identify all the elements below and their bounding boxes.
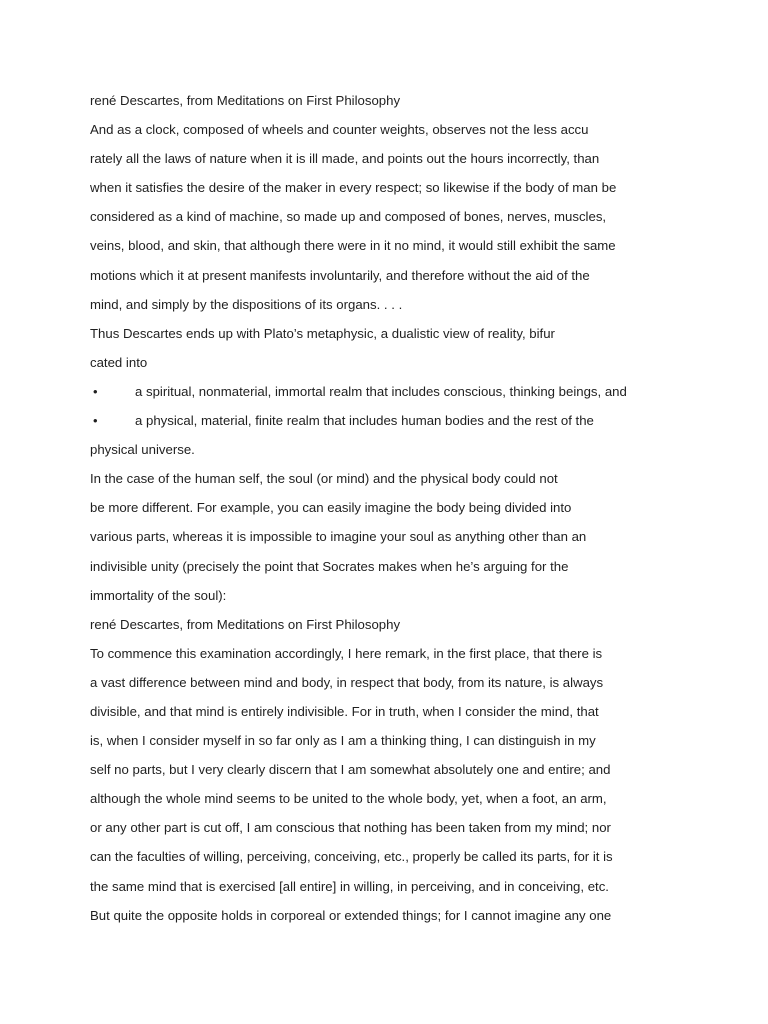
- text-line: the same mind that is exercised [all entire] in willing, in perceiving, and in conceiving, etc.: [90, 878, 609, 894]
- text-line: rately all the laws of nature when it is ill made, and points out the hours incorrectly, than: [90, 151, 600, 167]
- text-line: when it satisfies the desire of the maker in every respect; so likewise if the body of man be: [90, 180, 617, 196]
- source-heading: rené Descartes, from Meditations on First Philosophy: [90, 93, 401, 108]
- text-line: In the case of the human self, the soul (or mind) and the physical body could not: [90, 471, 558, 487]
- text-line: self no parts, but I very clearly discern that I am somewhat absolutely one and entire; and: [90, 762, 611, 778]
- bullet-text: a spiritual, nonmaterial, immortal realm that includes conscious, thinking beings, and: [135, 383, 627, 399]
- text-line: Thus Descartes ends up with Plato’s metaphysic, a dualistic view of reality, bifur: [90, 325, 555, 341]
- text-line: But quite the opposite holds in corporeal or extended things; for I cannot imagine any one: [90, 907, 612, 923]
- text-line: immortality of the soul):: [90, 587, 227, 603]
- bullet-marker: •: [93, 413, 98, 429]
- text-line: although the whole mind seems to be united to the whole body, yet, when a foot, an arm,: [90, 791, 607, 807]
- text-line: divisible, and that mind is entirely indivisible. For in truth, when I consider the mind, that: [90, 703, 599, 719]
- text-line: considered as a kind of machine, so made up and composed of bones, nerves, muscles,: [90, 209, 607, 225]
- text-line: is, when I consider myself in so far only as I am a thinking thing, I can distinguish in my: [90, 733, 596, 749]
- text-line: mind, and simply by the dispositions of its organs. . . .: [90, 296, 403, 312]
- text-line: be more different. For example, you can easily imagine the body being divided into: [90, 500, 572, 516]
- text-line: motions which it at present manifests involuntarily, and therefore without the aid of the: [90, 267, 590, 283]
- text-line: or any other part is cut off, I am conscious that nothing has been taken from my mind; nor: [90, 820, 611, 836]
- text-line: indivisible unity (precisely the point that Socrates makes when he’s arguing for the: [90, 558, 569, 574]
- text-line: To commence this examination accordingly, I here remark, in the first place, that there is: [90, 645, 603, 661]
- text-line: can the faculties of willing, perceiving, conceiving, etc., properly be called its parts, for it is: [90, 849, 613, 865]
- bullet-item: [90, 411, 690, 440]
- text-line: a vast difference between mind and body, in respect that body, from its nature, is always: [90, 674, 604, 690]
- bullet-item: [90, 382, 690, 411]
- text-line: various parts, whereas it is impossible to imagine your soul as anything other than an: [90, 529, 587, 545]
- bullet-text: a physical, material, finite realm that includes human bodies and the rest of the: [135, 413, 594, 429]
- text-line: veins, blood, and skin, that although there were in it no mind, it would still exhibit the same: [90, 238, 616, 254]
- document-body: [90, 91, 690, 935]
- text-line: cated into: [90, 354, 148, 370]
- text-line: And as a clock, composed of wheels and counter weights, observes not the less accu: [90, 122, 589, 138]
- bullet-marker: •: [93, 383, 98, 399]
- text-line: physical universe.: [90, 442, 195, 458]
- source-heading: rené Descartes, from Meditations on First Philosophy: [90, 616, 401, 632]
